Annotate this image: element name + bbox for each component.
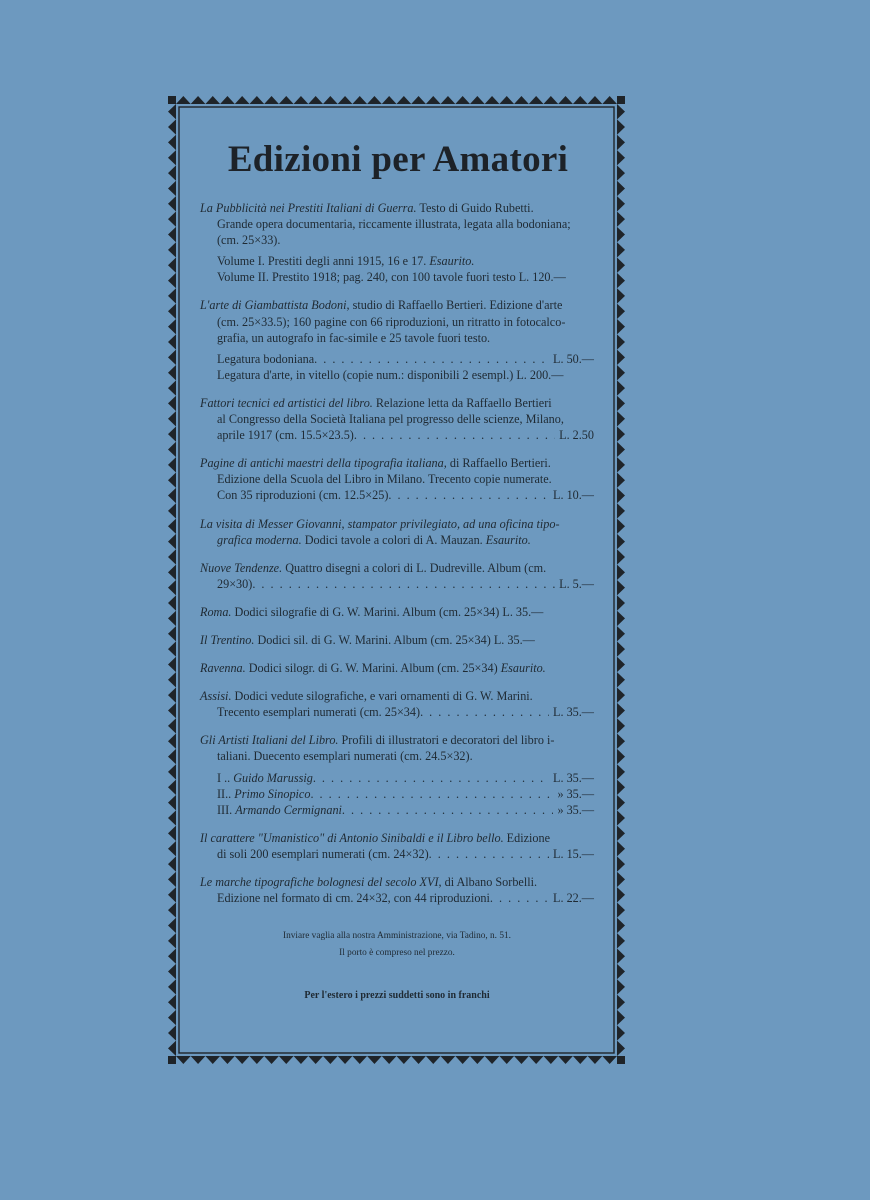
volume-number: II.. <box>217 786 235 801</box>
page-title: Edizioni per Amatori <box>227 139 569 180</box>
entry-title: La Pubblicità nei Prestiti Italiani di Guerra. <box>200 201 417 215</box>
entry-line: grafia, un autografo in fac-simile e 25 tavole fuori testo. <box>217 330 491 345</box>
dot-leader <box>310 786 553 802</box>
entry-line: Edizione della Scuola del Libro in Milano. Trecento copie numerate. <box>217 472 552 487</box>
entry-first-line <box>200 632 594 648</box>
volume-row <box>200 770 594 786</box>
entry-first-line <box>200 200 594 216</box>
dot-leader <box>313 770 549 786</box>
entry-line: Grande opera documentaria, riccamente illustrata, legata alla bodoniana; <box>217 217 571 232</box>
price-value: » 35.— <box>557 786 594 801</box>
entry-text: Quattro disegni a colori di L. Dudreville. Album (cm. <box>282 560 547 575</box>
entry-text: Dodici vedute silografiche, e vari ornamenti di G. W. Marini. <box>231 689 533 704</box>
entry-first-line <box>200 395 594 411</box>
entry-first-line <box>200 660 594 676</box>
price-value: L. 35.— <box>553 705 594 720</box>
dot-leader <box>429 846 549 862</box>
entry-list <box>200 200 594 906</box>
price-row <box>200 427 594 443</box>
volume-row <box>200 802 594 818</box>
price-row <box>200 487 594 503</box>
entry-first-line <box>200 516 594 532</box>
entry-text: Dodici silografie di G. W. Marini. Album (cm. 25×34) L. 35.— <box>231 604 544 619</box>
artist-name: Guido Marussig <box>233 770 313 785</box>
entry-title-cont: grafica moderna. <box>217 532 302 547</box>
entry-text: Relazione letta da Raffaello Bertieri <box>372 395 552 410</box>
dot-leader <box>252 576 555 592</box>
entry-text: studio di Raffaello Bertieri. Edizione d'arte <box>349 298 563 313</box>
entry-title: Le marche tipografiche bolognesi del secolo XVI, <box>200 875 442 889</box>
catalog-content <box>200 132 594 1004</box>
price-label: Con 35 riproduzioni (cm. 12.5×25) <box>217 488 389 503</box>
dot-leader <box>420 704 549 720</box>
catalog-entry <box>200 516 594 548</box>
entry-line: taliani. Duecento esemplari numerati (cm. 24.5×32). <box>217 749 473 764</box>
catalog-entry <box>200 560 594 592</box>
entry-title: Il Trentino. <box>200 632 255 647</box>
catalog-entry <box>200 632 594 648</box>
entry-text: Testo di Guido Rubetti. <box>416 201 534 215</box>
price-value: L. 50.— <box>553 351 594 366</box>
dot-leader <box>388 487 549 503</box>
artist-name: Armando Cermignani <box>235 802 342 817</box>
notes <box>200 928 594 962</box>
footer-note: Per l'estero i prezzi suddetti sono in franchi <box>304 990 490 1002</box>
entry-title: Pagine di antichi maestri della tipografia italiana, <box>200 456 447 471</box>
volume-label <box>217 802 342 818</box>
entry-title: La visita di Messer Giovanni, stampator privilegiato, ad una oficina tipo- <box>200 516 560 531</box>
note-line: Il porto è compreso nel prezzo. <box>339 948 455 959</box>
catalog-entry <box>200 604 594 620</box>
price-value: » 35.— <box>557 802 594 817</box>
price-label: aprile 1917 (cm. 15.5×23.5) <box>217 428 354 443</box>
volume-number: III. <box>217 802 236 817</box>
entry-text: Dodici tavole a colori di A. Mauzan. <box>301 532 486 547</box>
volume-text: Volume I. Prestiti degli anni 1915, 16 e 17. <box>217 254 427 269</box>
entry-text: di Albano Sorbelli. <box>441 875 538 889</box>
entry-first-line <box>200 604 594 620</box>
entry-title: Roma. <box>200 604 232 619</box>
entry-title: Il carattere "Umanistico" di Antonio Sinibaldi e il Libro bello. <box>200 830 504 845</box>
catalog-entry <box>200 395 594 443</box>
artist-name: Primo Sinopico <box>234 786 311 801</box>
entry-text: Dodici sil. di G. W. Marini. Album (cm. 25×34) L. 35.— <box>254 632 535 647</box>
price-row <box>200 576 594 592</box>
price-row <box>200 890 594 906</box>
price-row <box>200 704 594 720</box>
entry-first-line <box>200 455 594 471</box>
price-value: L. 35.— <box>553 770 594 785</box>
entry-status: Esaurito. <box>485 532 531 547</box>
catalog-entry <box>200 455 594 503</box>
price-label: Trecento esemplari numerati (cm. 25×34) <box>217 705 421 720</box>
entry-title: Nuove Tendenze. <box>200 560 283 575</box>
catalog-entry <box>200 874 594 906</box>
price-value: L. 15.— <box>553 846 594 861</box>
entry-title: Fattori tecnici ed artistici del libro. <box>200 395 373 410</box>
price-label: 29×30) <box>217 576 253 591</box>
price-label: di soli 200 esemplari numerati (cm. 24×32) <box>217 846 429 861</box>
catalog-entry <box>200 297 594 382</box>
volume-label <box>217 770 313 786</box>
volume-number: I .. <box>217 770 234 785</box>
entry-title: L'arte di Giambattista Bodoni, <box>200 298 350 313</box>
dot-leader <box>342 802 554 818</box>
dot-leader <box>314 351 549 367</box>
entry-text: Edizione <box>503 830 550 845</box>
price-label: Legatura bodoniana <box>217 351 315 366</box>
volume-label <box>217 786 310 802</box>
entry-text: Dodici silogr. di G. W. Marini. Album (cm. 25×34) <box>245 661 501 676</box>
entry-text: di Raffaello Bertieri. <box>446 456 551 471</box>
volume-row <box>200 786 594 802</box>
price-row <box>200 351 594 367</box>
dot-leader <box>490 890 549 906</box>
volume-line: Volume II. Prestito 1918; pag. 240, con 100 tavole fuori testo L. 120.— <box>217 270 566 285</box>
price-value: L. 2.50 <box>559 428 594 443</box>
entry-first-line <box>200 830 594 846</box>
entry-line: (cm. 25×33.5); 160 pagine con 66 riproduzioni, un ritratto in fotocalco- <box>217 314 566 329</box>
entry-status: Esaurito. <box>500 661 546 676</box>
catalog-entry <box>200 200 594 285</box>
catalog-entry <box>200 732 594 817</box>
price-value: L. 22.— <box>553 891 594 906</box>
entry-text: Profili di illustratori e decoratori del libro i- <box>338 733 555 748</box>
price-line: Legatura d'arte, in vitello (copie num.: disponibili 2 esempl.) L. 200.— <box>217 367 564 382</box>
entry-status: Esaurito. <box>429 254 475 269</box>
entry-line <box>200 532 594 548</box>
entry-first-line <box>200 874 594 890</box>
entry-title: Gli Artisti Italiani del Libro. <box>200 733 339 748</box>
entry-line: al Congresso della Società Italiana pel progresso delle scienze, Milano, <box>217 412 564 427</box>
catalog-entry <box>200 660 594 676</box>
entry-first-line <box>200 732 594 748</box>
entry-first-line <box>200 297 594 313</box>
entry-line: (cm. 25×33). <box>217 233 281 248</box>
price-row <box>200 846 594 862</box>
note-line: Inviare vaglia alla nostra Amministrazione, via Tadino, n. 51. <box>283 931 511 942</box>
dot-leader <box>354 427 555 443</box>
entry-title: Assisi. <box>200 689 232 704</box>
price-label: Edizione nel formato di cm. 24×32, con 44 riproduzioni <box>217 891 490 906</box>
catalog-entry <box>200 688 594 720</box>
price-value: L. 5.— <box>559 576 594 591</box>
volume-line <box>200 253 594 269</box>
price-value: L. 10.— <box>553 488 594 503</box>
entry-title: Ravenna. <box>200 661 246 676</box>
catalog-entry <box>200 830 594 862</box>
entry-first-line <box>200 560 594 576</box>
entry-first-line <box>200 688 594 704</box>
